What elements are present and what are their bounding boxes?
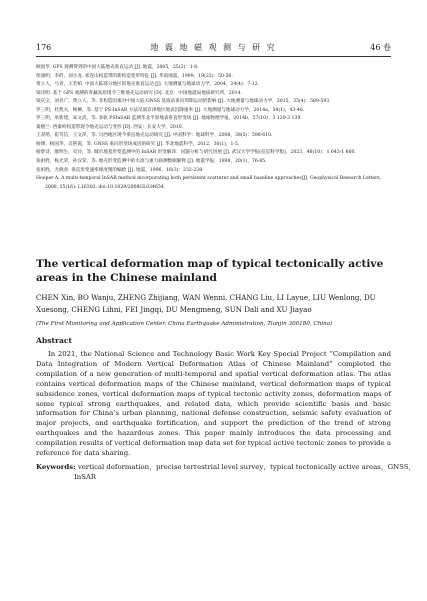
running-header	[36, 42, 391, 54]
reference-item: 张祖胜，尤晓青. 垂直形变速率梯度图的编绘 [J]. 地震，1996，16(3)：232-238.	[36, 167, 204, 173]
keywords-text: vertical deformation，precise terrestrial level survey，typical tectonically active areas，GNSS，InSAR	[74, 463, 416, 481]
page-number: 176	[36, 43, 52, 52]
reference-item: 侯康明，李纤，刘小龙. 祁连山构造带的新构造变形特征 [J]. 华南地震，1999，19(22)：50-56.	[36, 73, 233, 79]
keywords-label: Keywords:	[36, 463, 76, 471]
reference-item: 杨博，杨国华，吴艳霞，等. GNSS 垂向形变场成因的研究 [J]. 华北地震科学，2012，30(1)，1-5.	[36, 141, 240, 147]
reference-item: Hooper A. A multi-temporal InSAR method incorporating both persistent scatterer and small baseline approaches[J]. Geophysical Research Letters, 2008, 35(16): L16302. doi:10.1029/2008GL034654.	[36, 176, 382, 190]
author-list: CHEN Xin, BO Wanju, ZHENG Zhijiang, WAN Wenni, CHANG Liu, LI Layue, LIU Wenlong, DU Xuesong, CHENG Lihni, FEI Jingqi, DU Mengmeng, SUN Dali and XU Jiayao	[36, 293, 376, 314]
abstract-text: In 2021, the National Science and Technology Basic Work Key Special Project “Compilation and Data Integration of Modern Vertical Deformation Atlas of Chinese Mainland” completed the compilation of a new generation of multi-temporal and spatial vertical deformation atlas. The atlas contains vertical deformation maps of the Chinese mainland, vertical deformation maps of typical subsidence zones, vertical deformation maps of typical tectonic activity zones, deformation maps of some typical strong earthquakes, and related data, which provide scientific basis and basic information for China’s urban planning, national defense construction, seismic safety evaluation of major projects, and earthquake fortification, and support the prediction of the trend of strong earthquakes and the hazardous zones. This paper mainly introduces the data processing and compilation results of vertical deformation map data set for typical active tectonic zones to provide a reference for data sharing.	[36, 350, 391, 458]
abstract-heading: Abstract	[36, 336, 73, 345]
reference-item: 罗三明，杜凯夫，畅柳，等. 基于 PS-InSAR 方法反演京津地区地表沉降速率 [J]. 大地测量与地球动力学，2014a，34(1)，43-46.	[36, 107, 305, 113]
affiliation: (The First Monitoring and Application Center, China Earthquake Administration, Tianjin 300180, China)	[36, 321, 333, 327]
reference-item: 梁诗明. 基于 GPS 观测的青藏高原现今三维地壳运动研究 [D]. 北京：中国地震局地质研究所，2014.	[36, 90, 242, 96]
reference-item: 黄立人，马青，王若柏. 中国大陆部分地区的地壳垂直运动 [J]. 大地测量与地球动力学，2004，24(4)：7-12.	[36, 82, 260, 88]
reference-item: 秦德兰. 西秦岭构造带现今地壳运动与变形 [D]. 西安：长安大学，2010.	[36, 124, 184, 130]
keywords	[36, 462, 427, 482]
reference-item: 罗三明，单新建，朱文武，等. 多轨 PSInSAR 监测华北平原地表垂直形变场 [J]. 地球物理学报，2014b，57(10)：3 129-3 139.	[36, 116, 302, 122]
reference-list	[36, 64, 391, 192]
reference-item: 张祖胜，杨光荣，孙汉荣，等. 地壳形变监测中的水准与重力联测数据解释 [J]. 地震学报，1998，20(1)，76-85.	[36, 159, 267, 165]
reference-item: 顾国华. GPS 观测得到的中国大陆地壳垂直运动 [J]. 地震，2005，25(3)：1-8.	[36, 65, 199, 70]
article-title: The vertical deformation map of typical tectonically active areas in the Chinese mainland	[36, 258, 384, 284]
journal-title: 地 震 地 磁 观 测 与 研 究	[150, 43, 277, 52]
reference-item: 王双绪，崔笃信，王文萍，等. 川西地区现今垂直地壳运动研究 [J]. 中国科学：地球科学，2008，38(5)：598-610.	[36, 133, 273, 139]
header-rule	[36, 56, 391, 57]
reference-item: 杨梦诗，廖明生，史玲，等. 城市地基形变监测中的 InSAR 形变解译：问题分析与研究进展 [J]. 武汉大学学报(信息科学版)，2023，48(10)：1 643-1 660.	[36, 150, 356, 156]
reference-item: 梁庆宝，刘君广，黄立人，等. 非构造因素对中国大陆 GNSS 基准站垂向周期运动的影响 [J]. 大地测量与地球动力学，2015，35(4)：589-593.	[36, 99, 331, 105]
volume-label: 46 卷	[370, 43, 391, 52]
